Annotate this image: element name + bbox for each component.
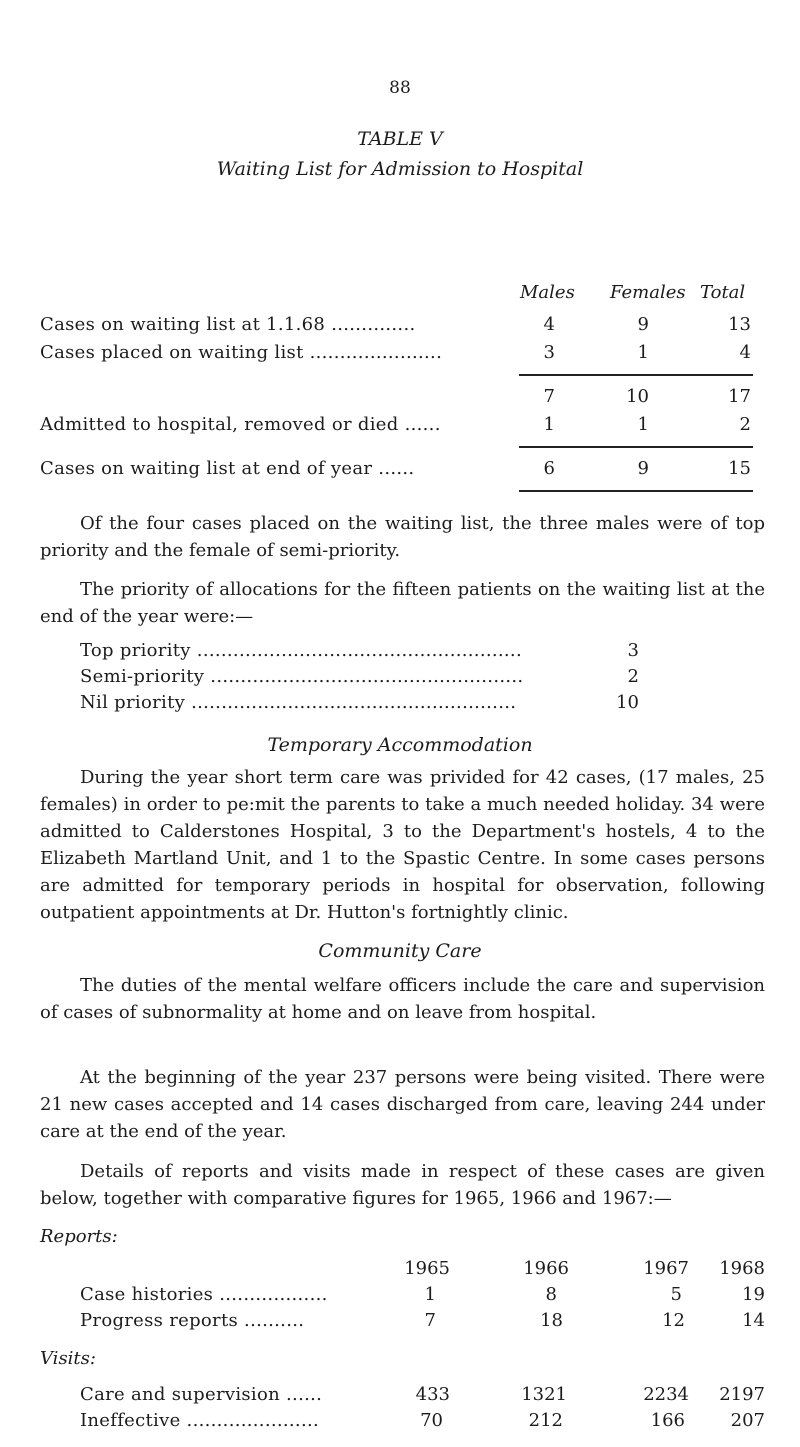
header-total: Total (700, 282, 746, 303)
table-cell: 9 (637, 314, 649, 335)
priority-value: 2 (627, 666, 639, 687)
reports-cell: 7 (424, 1310, 436, 1331)
table-cell: 4 (739, 342, 751, 363)
table-row-label: Cases placed on waiting list ...................... (40, 342, 443, 363)
table-row-label: Admitted to hospital, removed or died ...... (40, 414, 441, 435)
final-rule (519, 490, 753, 492)
table-cell: 17 (728, 386, 751, 407)
header-males: Males (520, 282, 575, 303)
visits-cell: 212 (528, 1410, 563, 1431)
table-title: TABLE V (357, 128, 443, 150)
visits-cell: 207 (730, 1410, 765, 1431)
year-header: 1966 (523, 1258, 569, 1279)
visits-cell: 1321 (521, 1384, 567, 1405)
reports-cell: 1 (424, 1284, 436, 1305)
table-cell: 13 (728, 314, 751, 335)
table-cell: 9 (637, 458, 649, 479)
reports-cell: 5 (670, 1284, 682, 1305)
paragraph-community-2: At the beginning of the year 237 persons were being visited. There were 21 new cases accepted and 14 cases discharged from care, leaving 244 under care at the end of the year. (40, 1067, 765, 1142)
paragraph-temporary: During the year short term care was privided for 42 cases, (17 males, 25 females) in order to pe:mit the parents to take a much needed holiday. 34 were admitted to Calderstones Hospital, 3 to the Department's hostels, 4 to the Elizabeth Martland Unit, and 1 to the Spastic Centre. In some cases persons are admitted for temporary periods in hospital for observation, following outpatient appointments at Dr. Hutton's fortnightly clinic. (40, 767, 765, 923)
table-cell: 15 (728, 458, 751, 479)
priority-label: Semi-priority .................................................... (80, 666, 524, 687)
priority-label: Nil priority ...................................................... (80, 692, 517, 713)
year-header: 1968 (719, 1258, 765, 1279)
visits-cell: 2197 (719, 1384, 765, 1405)
total-rule (519, 446, 753, 448)
page-number: 88 (389, 78, 411, 98)
reports-row-label: Case histories .................. (80, 1284, 328, 1305)
paragraph-priority-2: The priority of allocations for the fifteen patients on the waiting list at the end of the year were:— (40, 579, 765, 627)
table-cell: 1 (637, 342, 649, 363)
paragraph-priority-1: Of the four cases placed on the waiting list, the three males were of top priority and the female of semi-priority. (40, 513, 765, 561)
table-cell: 1 (543, 414, 555, 435)
table-cell: 6 (543, 458, 555, 479)
table-row-label: Cases on waiting list at end of year ...... (40, 458, 415, 479)
visits-cell: 70 (420, 1410, 443, 1431)
visits-cell: 166 (650, 1410, 685, 1431)
reports-cell: 18 (540, 1310, 563, 1331)
reports-cell: 19 (742, 1284, 765, 1305)
paragraph-community-3: Details of reports and visits made in respect of these cases are given below, together with comparative figures for 1965, 1966 and 1967:— (40, 1161, 765, 1209)
table-subtitle: Waiting List for Admission to Hospital (216, 158, 584, 180)
visits-label: Visits: (40, 1348, 96, 1369)
header-females: Females (610, 282, 686, 303)
table-cell: 3 (543, 342, 555, 363)
year-header: 1965 (404, 1258, 450, 1279)
table-cell: 1 (637, 414, 649, 435)
reports-cell: 14 (742, 1310, 765, 1331)
visits-cell: 2234 (643, 1384, 689, 1405)
year-header: 1967 (643, 1258, 689, 1279)
priority-value: 3 (627, 640, 639, 661)
priority-label: Top priority ...................................................... (80, 640, 522, 661)
section-title-community: Community Care (318, 940, 482, 962)
table-row-label: Cases on waiting list at 1.1.68 .............. (40, 314, 416, 335)
table-cell: 10 (626, 386, 649, 407)
visits-row-label: Ineffective ...................... (80, 1410, 320, 1431)
reports-cell: 8 (545, 1284, 557, 1305)
table-cell: 7 (543, 386, 555, 407)
reports-row-label: Progress reports .......... (80, 1310, 305, 1331)
visits-row-label: Care and supervision ...... (80, 1384, 323, 1405)
visits-cell: 433 (415, 1384, 450, 1405)
paragraph-community-1: The duties of the mental welfare officers include the care and supervision of cases of subnormality at home and on leave from hospital. (40, 975, 765, 1023)
table-cell: 4 (543, 314, 555, 335)
reports-label: Reports: (40, 1226, 118, 1247)
reports-cell: 12 (662, 1310, 685, 1331)
section-title-temporary: Temporary Accommodation (267, 734, 533, 756)
table-cell: 2 (739, 414, 751, 435)
subtotal-rule (519, 374, 753, 376)
priority-value: 10 (616, 692, 639, 713)
